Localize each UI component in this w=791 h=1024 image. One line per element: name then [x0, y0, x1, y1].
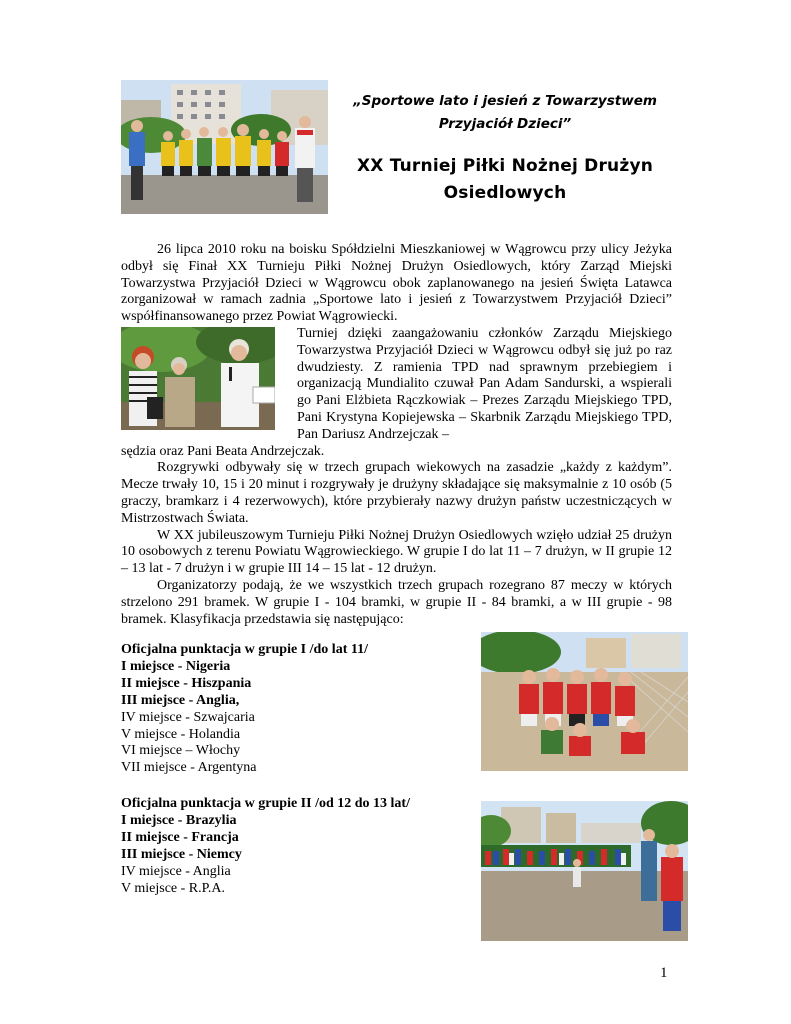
title-line-2: Osiedlowych	[443, 183, 567, 203]
group-2-place: I miejsce - Brazylia	[121, 812, 237, 828]
page-title	[335, 153, 675, 207]
group-1-place: V miejsce - Holandia	[121, 726, 241, 742]
paragraph-2b: sędzia oraz Pani Beata Andrzejczak.	[121, 443, 325, 459]
group-1-place: VII miejsce - Argentyna	[121, 760, 257, 776]
group-2-place: II miejsce - Francja	[121, 829, 239, 845]
group-2-heading: Oficjalna punktacja w grupie II /od 12 do 13 lat/	[121, 796, 410, 811]
paragraph-2a: Turniej dzięki zaangażowaniu członków Zarządu Miejskiego Towarzystwa Przyjaciół Dzieci w Wągrowcu odbył się już po raz dwudziesty. Z ramienia TPD nad sprawnym przebiegiem i organizacją Mundialito czuwał Pan Adam Sandurski, a wspierali go Pani Elżbieta Rączkowiak – Prezes Zarządu Miejskiego TPD, Pani Krystyna Kopiejewska – Skarbnik Zarządu Miejskiego TPD, Pan Dariusz Andrzejczak –	[297, 325, 672, 442]
group-2-place: III miejsce - Niemcy	[121, 846, 242, 862]
page-number: 1	[660, 965, 668, 981]
group-2-results	[121, 796, 410, 897]
team-photo	[121, 80, 328, 214]
group-1-place: III miejsce - Anglia,	[121, 692, 240, 708]
group-1-place: IV miejsce - Szwajcaria	[121, 709, 255, 725]
paragraph-1: 26 lipca 2010 roku na boisku Spółdzielni Mieszkaniowej w Wągrowcu przy ulicy Jeżyka odbył się Finał XX Turnieju Piłki Nożnej Drużyn Osiedlowych, który Zarząd Miejski Towarzystwa Przyjaciół Dzieci w Wągrowcu obok zaplanowanego na jesień Święta Latawca zorganizował w ramach zadnia „Sportowe lato i jesień z Towarzystwem Przyjaciół Dzieci” współfinansowanego przez Powiat Wągrowiecki.	[121, 242, 672, 325]
group-1-place: II miejsce - Hiszpania	[121, 675, 252, 691]
group-2-place: IV miejsce - Anglia	[121, 863, 231, 879]
paragraph-3: Rozgrywki odbywały się w trzech grupach wiekowych na zasadzie „każdy z każdym”. Mecze trwały 10, 15 i 20 minut i rozgrywały je drużyny składające się maksymalnie z 10 osób (5 graczy, bramkarz i 4 rezerwowych), które przybierały nazwy drużyn państw uczestniczących w Mistrzostwach Świata.	[121, 460, 672, 526]
group-1-results	[121, 642, 368, 777]
crowd-photo	[481, 801, 688, 941]
subtitle-line-1: „Sportowe lato i jesień z Towarzystwem	[353, 93, 657, 109]
paragraph-4: W XX jubileuszowym Turnieju Piłki Nożnej Drużyn Osiedlowych wzięło udział 25 drużyn 10 osobowych z terenu Powiatu Wągrowieckiego. W grupie I do lat 11 – 7 drużyn, w II grupie 12 – 13 lat - 7 drużyn i w grupie III 14 – 15 lat - 12 drużyn.	[121, 527, 672, 577]
article-body	[121, 242, 672, 628]
group-1-place: I miejsce - Nigeria	[121, 658, 231, 674]
group-2-place: V miejsce - R.P.A.	[121, 880, 225, 896]
group-1-place: VI miejsce – Włochy	[121, 743, 241, 759]
paragraph-5: Organizatorzy podają, że we wszystkich trzech grupach rozegrano 87 meczy w których strzelono 291 bramek. W grupie I - 104 bramki, w grupie II - 84 bramki, a w III grupie - 98 bramek. Klasyfikacja przedstawia się następująco:	[121, 577, 672, 627]
red-team-photo	[481, 632, 688, 771]
subtitle-line-2: Przyjaciół Dzieci”	[438, 116, 572, 132]
event-subtitle	[335, 90, 675, 136]
title-line-1: XX Turniej Piłki Nożnej Drużyn	[356, 156, 654, 176]
group-1-heading: Oficjalna punktacja w grupie I /do lat 11/	[121, 642, 368, 657]
